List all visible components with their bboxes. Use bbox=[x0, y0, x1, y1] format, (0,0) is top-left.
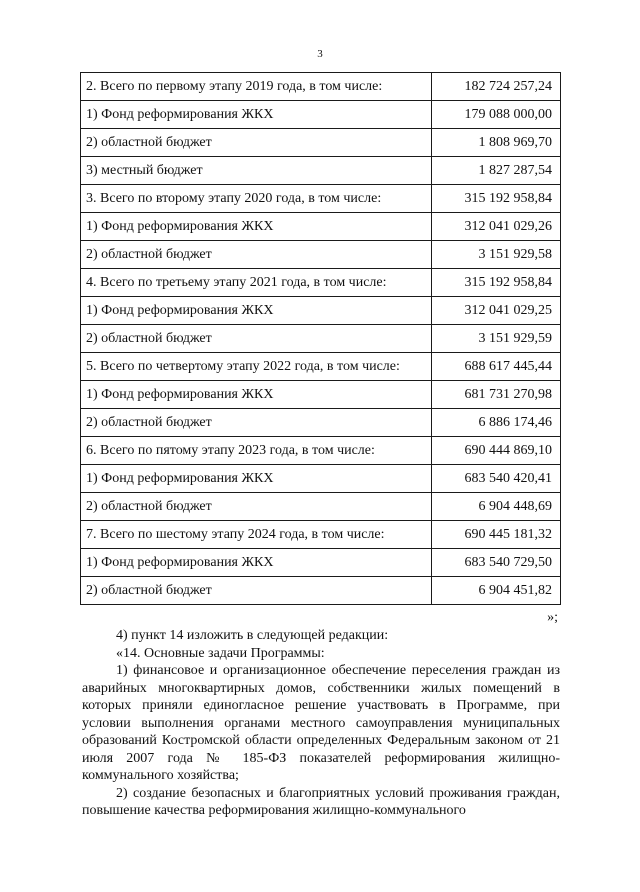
row-label: 2) областной бюджет bbox=[81, 129, 432, 157]
row-amount: 6 904 451,82 bbox=[432, 577, 561, 605]
body-text bbox=[82, 627, 560, 820]
table-row bbox=[81, 409, 561, 437]
row-amount: 681 731 270,98 bbox=[432, 381, 561, 409]
row-label: 3. Всего по второму этапу 2020 года, в том числе: bbox=[81, 185, 432, 213]
row-amount: 315 192 958,84 bbox=[432, 185, 561, 213]
row-amount: 683 540 729,50 bbox=[432, 549, 561, 577]
row-amount: 690 445 181,32 bbox=[432, 521, 561, 549]
row-amount: 312 041 029,26 bbox=[432, 213, 561, 241]
row-label: 3) местный бюджет bbox=[81, 157, 432, 185]
row-amount: 179 088 000,00 bbox=[432, 101, 561, 129]
row-amount: 3 151 929,59 bbox=[432, 325, 561, 353]
table-row bbox=[81, 213, 561, 241]
row-amount: 6 904 448,69 bbox=[432, 493, 561, 521]
table-row bbox=[81, 101, 561, 129]
table-row bbox=[81, 465, 561, 493]
row-label: 2) областной бюджет bbox=[81, 493, 432, 521]
row-amount: 315 192 958,84 bbox=[432, 269, 561, 297]
table-row bbox=[81, 521, 561, 549]
table-row bbox=[81, 381, 561, 409]
row-label: 6. Всего по пятому этапу 2023 года, в том числе: bbox=[81, 437, 432, 465]
row-label: 2) областной бюджет bbox=[81, 409, 432, 437]
row-amount: 182 724 257,24 bbox=[432, 73, 561, 101]
row-label: 1) Фонд реформирования ЖКХ bbox=[81, 213, 432, 241]
row-label: 1) Фонд реформирования ЖКХ bbox=[81, 381, 432, 409]
table-row bbox=[81, 297, 561, 325]
row-amount: 312 041 029,25 bbox=[432, 297, 561, 325]
row-amount: 690 444 869,10 bbox=[432, 437, 561, 465]
item-4-paragraph: 4) пункт 14 изложить в следующей редакции: bbox=[116, 628, 389, 643]
row-amount: 688 617 445,44 bbox=[432, 353, 561, 381]
row-label: 1) Фонд реформирования ЖКХ bbox=[81, 297, 432, 325]
table-closing-quote: »; bbox=[547, 610, 558, 625]
task-2-paragraph: 2) создание безопасных и благоприятных условий проживания граждан, повышение качества реформирования жилищно-коммунального bbox=[82, 785, 560, 818]
row-amount: 1 827 287,54 bbox=[432, 157, 561, 185]
row-label: 2) областной бюджет bbox=[81, 325, 432, 353]
row-label: 1) Фонд реформирования ЖКХ bbox=[81, 549, 432, 577]
funding-table-body bbox=[81, 73, 561, 605]
row-label: 1) Фонд реформирования ЖКХ bbox=[81, 465, 432, 493]
row-label: 5. Всего по четвертому этапу 2022 года, в том числе: bbox=[81, 353, 432, 381]
table-row bbox=[81, 577, 561, 605]
row-amount: 6 886 174,46 bbox=[432, 409, 561, 437]
table-row bbox=[81, 549, 561, 577]
funding-table bbox=[80, 72, 561, 605]
task-1-paragraph: 1) финансовое и организационное обеспечение переселения граждан из аварийных многоквартирных домов, собственники жилых помещений в которых приняли единогласное решение участвовать в Программе, при условии выполнения органами местного самоуправления муниципальных образований Костромской области определенных Федеральным законом от 21 июля 2007 года № 185-ФЗ показателей реформирования жилищно-коммунального хозяйства; bbox=[82, 663, 560, 783]
page-number: 3 bbox=[317, 48, 323, 60]
row-label: 7. Всего по шестому этапу 2024 года, в том числе: bbox=[81, 521, 432, 549]
table-row bbox=[81, 73, 561, 101]
row-amount: 683 540 420,41 bbox=[432, 465, 561, 493]
table-row bbox=[81, 129, 561, 157]
section-14-heading: «14. Основные задачи Программы: bbox=[116, 645, 325, 661]
row-amount: 1 808 969,70 bbox=[432, 129, 561, 157]
row-label: 2) областной бюджет bbox=[81, 241, 432, 269]
table-row bbox=[81, 353, 561, 381]
row-label: 1) Фонд реформирования ЖКХ bbox=[81, 101, 432, 129]
table-row bbox=[81, 185, 561, 213]
table-row bbox=[81, 157, 561, 185]
row-label: 2) областной бюджет bbox=[81, 577, 432, 605]
table-row bbox=[81, 325, 561, 353]
row-amount: 3 151 929,58 bbox=[432, 241, 561, 269]
table-row bbox=[81, 241, 561, 269]
table-row bbox=[81, 437, 561, 465]
row-label: 4. Всего по третьему этапу 2021 года, в том числе: bbox=[81, 269, 432, 297]
table-row bbox=[81, 493, 561, 521]
row-label: 2. Всего по первому этапу 2019 года, в том числе: bbox=[81, 73, 432, 101]
table-row bbox=[81, 269, 561, 297]
